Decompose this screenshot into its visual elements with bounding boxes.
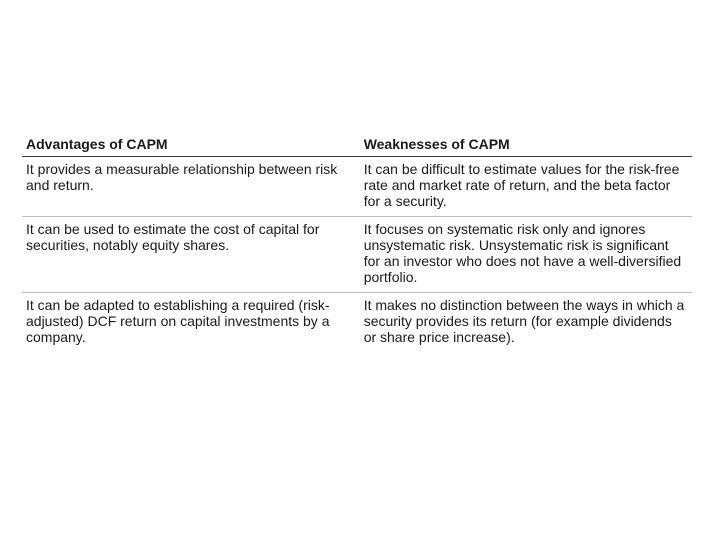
capm-comparison-table bbox=[22, 135, 692, 352]
weaknesses-header: Weaknesses of CAPM bbox=[360, 135, 692, 157]
weakness-cell: It can be difficult to estimate values for the risk-free rate and market rate of return, and the beta factor for a security. bbox=[360, 157, 692, 217]
advantage-cell: It provides a measurable relationship between risk and return. bbox=[22, 157, 360, 217]
table-row bbox=[22, 217, 692, 293]
table-row bbox=[22, 157, 692, 217]
advantage-cell: It can be used to estimate the cost of capital for securities, notably equity shares. bbox=[22, 217, 360, 293]
advantages-header: Advantages of CAPM bbox=[22, 135, 360, 157]
advantage-cell: It can be adapted to establishing a required (risk-adjusted) DCF return on capital investments by a company. bbox=[26, 297, 330, 345]
weakness-cell: It focuses on systematic risk only and ignores unsystematic risk. Unsystematic risk is significant for an investor who does not have a well-diversified portfolio. bbox=[360, 217, 692, 293]
table-header-row bbox=[22, 135, 692, 157]
weakness-cell: It makes no distinction between the ways in which a security provides its return (for example dividends or share price increase). bbox=[363, 297, 685, 345]
table-row bbox=[22, 293, 692, 353]
